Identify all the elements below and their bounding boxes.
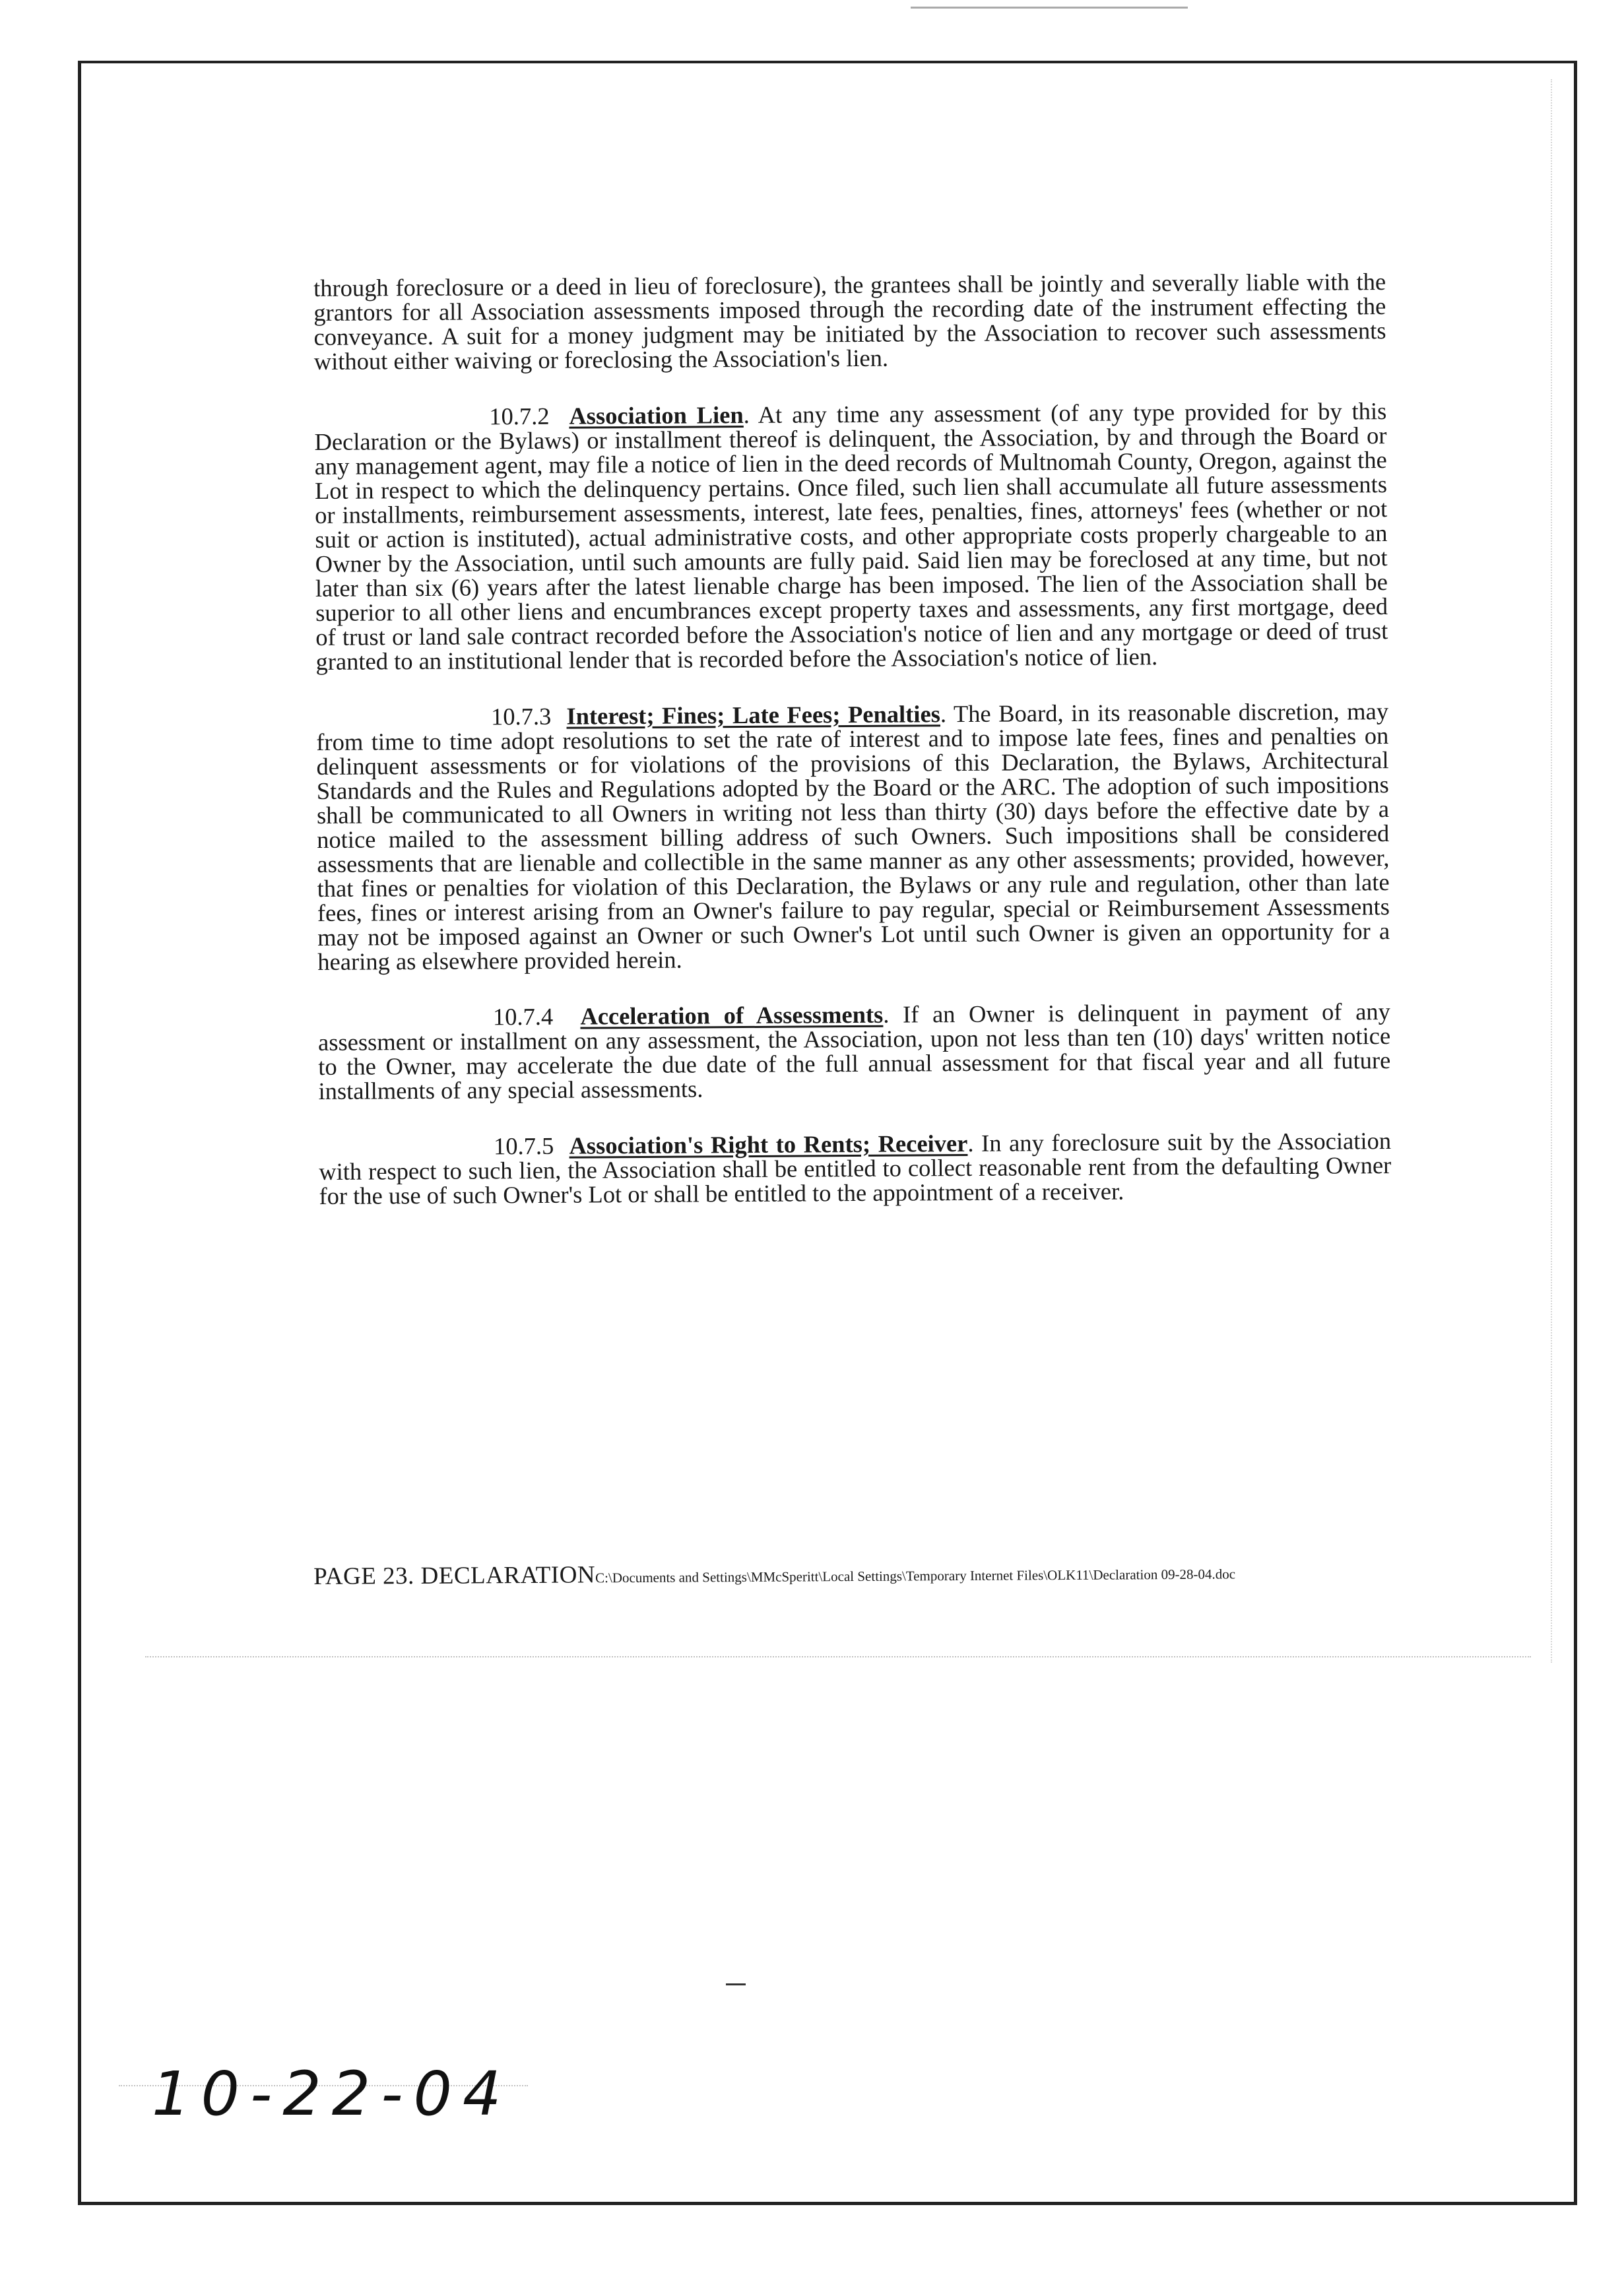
indent-spacer — [318, 1025, 493, 1026]
section-title: Association's Right to Rents; Receiver — [569, 1129, 968, 1159]
scan-artifact-line — [145, 1656, 1531, 1657]
section-title: Association Lien — [569, 401, 744, 430]
section-10-7-3 — [316, 699, 1390, 974]
section-number: 10.7.2 — [489, 402, 550, 430]
indent-spacer — [319, 1154, 494, 1155]
section-body: . If an Owner is delinquent in payment of any assessment or installment on any assessment, the Association, upon not less than ten (10) days' written notice to the Owner, may accelerate the due date of the full annual assessment for that fiscal year and all future installments of any special assessments. — [317, 998, 1391, 1105]
paragraph-continuation — [313, 269, 1386, 373]
indent-spacer — [316, 724, 491, 726]
document-body — [313, 269, 1392, 1240]
section-10-7-2 — [314, 399, 1388, 674]
scan-artifact-top — [911, 0, 1188, 9]
footer-page-label: PAGE 23. DECLARATION — [313, 1561, 596, 1590]
scan-artifact-dash — [726, 1983, 746, 1985]
section-10-7-4 — [318, 999, 1391, 1103]
section-number: 10.7.3 — [490, 702, 552, 730]
section-body: . The Board, in its reasonable discretion, may from time to time adopt resolutions to set the rate of interest and to impose late fees, fines and penalties on delinquent assessments or for violations of the provisions of this Declaration, the Bylaws, Architectural Standards and the Rules and Regulations adopted by the Board or the ARC. The adoption of such impositions shall be communicated to all Owners in writing not less than thirty (30) days before the effective date by a notice mailed to the assessment billing address of such Owners. Such impositions shall be considered assessments that are lienable and collectible in the same manner as any other assessments; provided, however, that fines or penalties for violation of this Declaration, the Bylaws or any rule and regulation, other than late fees, fines or interest arising from an Owner's failure to pay regular, special or Reimbursement Assessments may not be imposed against an Owner or such Owner's Lot until such Owner is given an opportunity for a hearing as elsewhere provided herein. — [316, 697, 1390, 975]
paragraph-text: through foreclosure or a deed in lieu of foreclosure), the grantees shall be jointly and severally liable with the grantors for all Association assessments imposed through the recording date of the instrument effecting the conveyance. A suit for a money judgment may be initiated by the Association to recover such assessments without either waiving or foreclosing the Association's lien. — [313, 268, 1386, 375]
section-body: . At any time any assessment (of any type provided for by this Declaration or the Bylaws) or installment thereof is delinquent, the Association, by and through the Board or any management agent, may file a notice of lien in the deed records of Multnomah County, Oregon, against the Lot in respect to which the delinquency pertains. Once filed, such lien shall accumulate all future assessments or installments, reimbursement assessments, interest, late fees, penalties, fines, attorneys' fees (whether or not suit or action is instituted), actual administrative costs, and other appropriate costs properly chargeable to an Owner by the Association, until such amounts are fully paid. Said lien may be foreclosed at any time, but not later than six (6) years after the latest lienable charge has been imposed. The lien of the Association shall be superior to all other liens and encumbrances except property taxes and assessments, any first mortgage, deed of trust or land sale contract recorded before the Association's notice of lien and any mortgage or deed of trust granted to an institutional lender that is recorded before the Association's notice of lien. — [314, 397, 1388, 675]
section-10-7-5 — [319, 1128, 1392, 1208]
section-title: Interest; Fines; Late Fees; Penalties — [566, 700, 941, 730]
section-title: Acceleration of Assessments — [580, 1000, 884, 1030]
scan-artifact-right-edge — [1551, 79, 1553, 1663]
indent-spacer — [314, 424, 489, 426]
section-number: 10.7.4 — [492, 1002, 554, 1031]
footer-file-path: C:\Documents and Settings\MMcSperitt\Local Settings\Temporary Internet Files\OLK11\Declaration 09-28-04.doc — [595, 1566, 1236, 1586]
handwritten-date: 10-22-04 — [152, 2059, 512, 2129]
section-body: . In any foreclosure suit by the Association with respect to such lien, the Association shall be entitled to collect reasonable rent from the defaulting Owner for the use of such Owner's Lot or shall be entitled to the appointment of a receiver. — [319, 1127, 1392, 1209]
section-number: 10.7.5 — [493, 1132, 554, 1160]
